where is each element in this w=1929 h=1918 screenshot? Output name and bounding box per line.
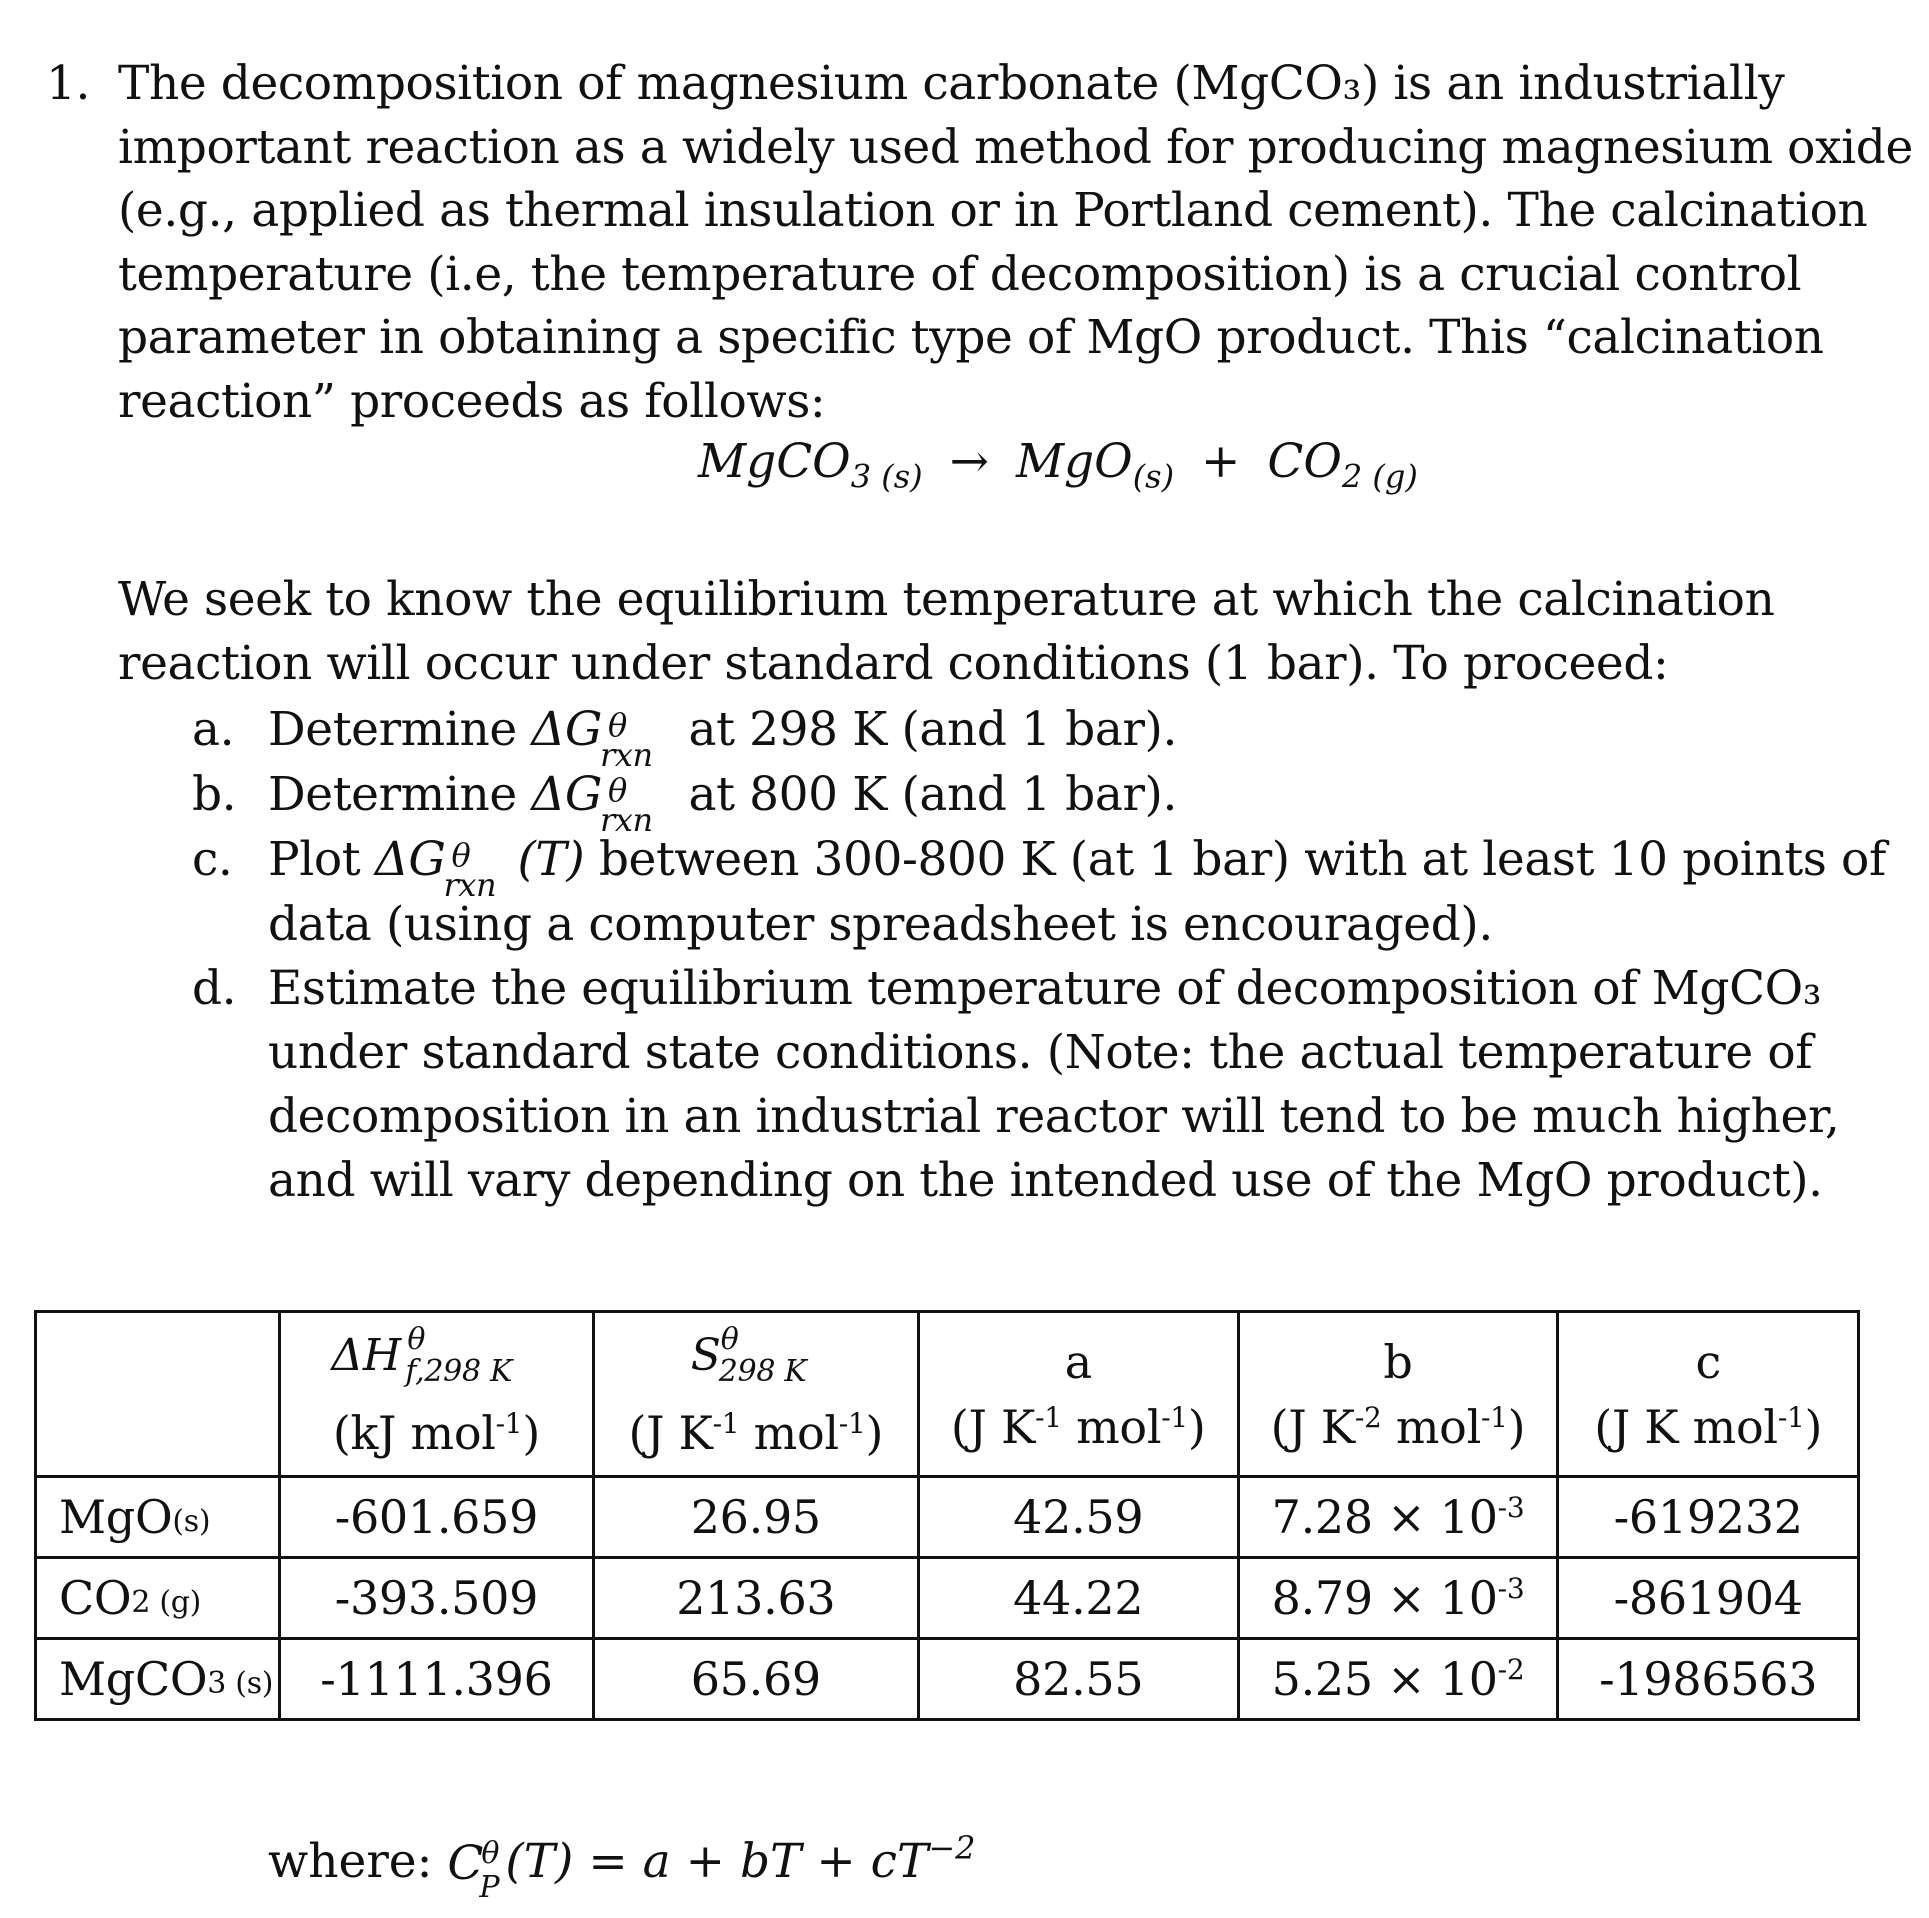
a-cell: 44.22	[918, 1558, 1238, 1639]
where-label: where:	[268, 1834, 448, 1889]
task-text: at 800 K (and 1 bar).	[673, 767, 1178, 822]
task-label: b.	[192, 767, 237, 822]
task-text: at 298 K (and 1 bar).	[673, 702, 1178, 757]
table-row-co2	[36, 1558, 1859, 1639]
equation-plus: +	[1201, 434, 1241, 489]
c-cell: -861904	[1558, 1558, 1859, 1639]
c-cell: -1986563	[1558, 1639, 1859, 1720]
table-header-row	[36, 1312, 1859, 1477]
problem-number: 1.	[46, 56, 91, 111]
delta-g-rxn-symbol: ΔG θ rxn (T)	[374, 832, 585, 904]
heat-capacity-formula	[268, 1818, 976, 1905]
task-label: d.	[192, 961, 237, 1016]
equation-arrow: →	[949, 434, 989, 489]
task-text: Determine	[268, 702, 532, 757]
equation-reactant-sub: 3 (s)	[850, 457, 923, 496]
b-cell: $8.79 \times 10^{-3}$	[1238, 1558, 1558, 1639]
entropy-cell: 213.63	[593, 1558, 918, 1639]
table-row-mgco3	[36, 1639, 1859, 1720]
enthalpy-cell: -601.659	[280, 1477, 594, 1558]
table-header-empty	[36, 1312, 280, 1477]
delta-g-rxn-symbol: ΔG θ rxn	[531, 767, 653, 839]
c-cell: -619232	[1558, 1477, 1859, 1558]
enthalpy-cell: -393.509	[280, 1558, 594, 1639]
b-cell: $5.25 \times 10^{-2}$	[1238, 1639, 1558, 1720]
equation-product-1: MgO	[1015, 434, 1133, 489]
task-text: Determine	[268, 767, 532, 822]
species-cell: CO2 (g)	[36, 1558, 280, 1639]
equation-product-1-sub: (s)	[1132, 457, 1175, 496]
table-header-entropy: S θ 298 K (J $K^{-1}$ mol$^{-1}$)	[593, 1312, 918, 1477]
table-header-enthalpy: ΔH θ f,298 K (kJ mol$^{-1}$)	[280, 1312, 594, 1477]
entropy-cell: 65.69	[593, 1639, 918, 1720]
reaction-equation	[698, 432, 1418, 506]
enthalpy-cell: -1111.396	[280, 1639, 594, 1720]
problem-paragraph-2: We seek to know the equilibrium temperature at which the calcination reaction will occur under standard conditions (1 bar). To proceed:	[118, 572, 1775, 691]
task-label: c.	[192, 832, 233, 887]
problem-paragraph-1	[46, 52, 1918, 433]
equation-product-2: CO	[1267, 434, 1342, 489]
task-item-b	[118, 763, 1918, 839]
thermo-data-table	[34, 1310, 1860, 1721]
table-header-b: b (J $K^{-2}$ mol$^{-1}$)	[1238, 1312, 1558, 1477]
species-cell: MgO(s)	[36, 1477, 280, 1558]
a-cell: 42.59	[918, 1477, 1238, 1558]
task-text: Plot	[268, 832, 375, 887]
equation-product-2-sub: 2 (g)	[1341, 457, 1418, 496]
problem-intro-text: The decomposition of magnesium carbonate (MgCO₃) is an industrially important reaction as a widely used method for producing magnesium oxide (e.g., applied as thermal insulation or in Portland cement). The calcination temperature (i.e, the temperature of decomposition) is a crucial control parameter in obtaining a specific type of MgO product. This “calcination reaction” proceeds as follows:	[118, 56, 1913, 429]
task-list	[118, 698, 1918, 1213]
task-text: Estimate the equilibrium temperature of decomposition of MgCO₃ under standard state conditions. (Note: the actual temperature of decomposition in an industrial reactor will tend to be much higher, and will vary depending on the intended use of the MgO product).	[268, 961, 1840, 1208]
task-text: between 300-800 K (at 1 bar) with at least 10 points of data (using a computer spreadsheet is encouraged).	[268, 832, 1886, 952]
table-row-mgo	[36, 1477, 1859, 1558]
table-header-a: a (J $K^{-1}$ mol$^{-1}$)	[918, 1312, 1238, 1477]
task-label: a.	[192, 702, 235, 757]
task-item-c	[118, 828, 1918, 957]
formula-rhs: (T) = a + bT + cT	[505, 1834, 929, 1889]
formula-exponent: −2	[928, 1829, 976, 1867]
task-item-a	[118, 698, 1918, 774]
b-cell: $7.28 \times 10^{-3}$	[1238, 1477, 1558, 1558]
delta-g-rxn-symbol: ΔG θ rxn	[531, 702, 653, 774]
table-header-c: c (J K mol$^{-1}$)	[1558, 1312, 1859, 1477]
equation-reactant: MgCO	[698, 434, 851, 489]
a-cell: 82.55	[918, 1639, 1238, 1720]
entropy-cell: 26.95	[593, 1477, 918, 1558]
species-cell: MgCO3 (s)	[36, 1639, 280, 1720]
cp-symbol: C θ P	[447, 1836, 500, 1905]
task-item-d	[118, 957, 1918, 1213]
